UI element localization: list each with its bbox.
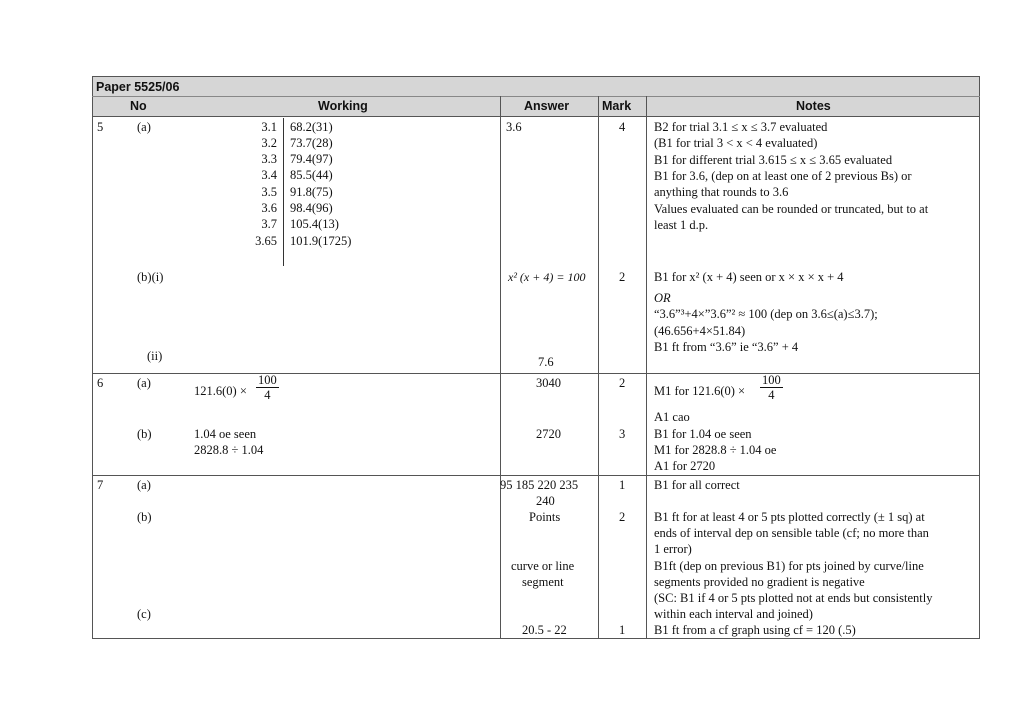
q6a-working: 121.6(0) ×: [194, 384, 247, 398]
q7b-answer: Points: [529, 510, 561, 524]
trial-value: 105.4(13): [290, 217, 339, 231]
q6a-notes-fraction: [760, 373, 783, 402]
q5bi-answer: x² (x + 4) = 100: [508, 270, 586, 284]
row-divider-q6: [92, 373, 980, 374]
trial-x: 3.3: [261, 152, 277, 166]
fraction-numerator: 100: [258, 373, 277, 387]
q5a-label: (a): [137, 120, 151, 134]
q7c-label: (c): [137, 607, 151, 621]
trial-x: 3.1: [261, 120, 277, 134]
q7b-note: (SC: B1 if 4 or 5 pts plotted not at ends but consistently: [654, 591, 933, 605]
trial-table-divider: [283, 118, 284, 266]
q7a-mark: 1: [619, 478, 626, 492]
trial-x: 3.6: [261, 201, 277, 215]
q7b-note: segments provided no gradient is negative: [654, 575, 865, 589]
trial-x: 3.7: [261, 217, 277, 231]
q5a-note: Values evaluated can be rounded or truncated, but to at: [654, 202, 929, 216]
q7a-note: B1 for all correct: [654, 478, 740, 492]
q7c-note: B1 ft from a cf graph using cf = 120 (.5): [654, 623, 856, 637]
q7c-mark: 1: [619, 623, 626, 637]
q7a-label: (a): [137, 478, 151, 492]
q6b-note: A1 for 2720: [654, 459, 716, 473]
q5a-note: least 1 d.p.: [654, 218, 709, 232]
q5bii-label: (ii): [147, 349, 163, 363]
q5-number: 5: [97, 120, 104, 134]
q5bi-note-or: OR: [654, 291, 671, 305]
trial-value: 79.4(97): [290, 152, 333, 166]
trial-x: 3.5: [261, 185, 277, 199]
trial-value: 68.2(31): [290, 120, 333, 134]
q6b-note: B1 for 1.04 oe seen: [654, 427, 752, 441]
q6a-answer: 3040: [536, 376, 561, 390]
q6b-answer: 2720: [536, 427, 561, 441]
q7b-note: within each interval and joined): [654, 607, 813, 621]
header-answer: Answer: [524, 99, 570, 113]
q7c-answer: 20.5 - 22: [522, 623, 567, 637]
q5a-answer: 3.6: [506, 120, 522, 134]
q7b-note: ends of interval dep on sensible table (cf; no more than: [654, 526, 929, 540]
trial-x: 3.2: [261, 136, 277, 150]
fraction-numerator: 100: [762, 373, 781, 387]
trial-x: 3.65: [255, 234, 277, 248]
q6a-mark: 2: [619, 376, 626, 390]
q5a-note: (B1 for trial 3 < x < 4 evaluated): [654, 136, 818, 150]
q5a-note: B1 for different trial 3.615 ≤ x ≤ 3.65 evaluated: [654, 153, 893, 167]
q5bi-note: B1 for x² (x + 4) seen or x × x × x + 4: [654, 270, 844, 284]
q5a-note: B2 for trial 3.1 ≤ x ≤ 3.7 evaluated: [654, 120, 828, 134]
q7-number: 7: [97, 478, 104, 492]
trial-value: 85.5(44): [290, 168, 333, 182]
q6a-label: (a): [137, 376, 151, 390]
q5bi-mark: 2: [619, 270, 626, 284]
header-notes: Notes: [796, 99, 831, 113]
q6-number: 6: [97, 376, 104, 390]
header-bottom: [92, 116, 980, 117]
q6b-working: 2828.8 ÷ 1.04: [194, 443, 264, 457]
q7b-note: B1 ft for at least 4 or 5 pts plotted correctly (± 1 sq) at: [654, 510, 925, 524]
col-line-mark: [598, 96, 599, 639]
q7b-note: 1 error): [654, 542, 692, 556]
q5bi-label: (b)(i): [137, 270, 164, 284]
q6a-note: M1 for 121.6(0) ×: [654, 384, 746, 398]
q6b-working: 1.04 oe seen: [194, 427, 257, 441]
row-divider-q7: [92, 475, 980, 476]
q5bi-note: (46.656+4×51.84): [654, 324, 746, 338]
q5a-mark: 4: [619, 120, 626, 134]
col-line-notes: [646, 96, 647, 639]
col-line-answer: [500, 96, 501, 639]
q7b-answer2: segment: [522, 575, 564, 589]
table-border-bottom: [92, 638, 980, 639]
header-mark: Mark: [602, 99, 632, 113]
q7b-answer2: curve or line: [511, 559, 575, 573]
q7b-label: (b): [137, 510, 152, 524]
q5bi-note: B1 ft from “3.6” ie “3.6” + 4: [654, 340, 799, 354]
header-working: Working: [318, 99, 368, 113]
q6b-note: M1 for 2828.8 ÷ 1.04 oe: [654, 443, 777, 457]
trial-value: 91.8(75): [290, 185, 333, 199]
table-border-top: [92, 76, 980, 77]
trial-value: 98.4(96): [290, 201, 333, 215]
paper-title-bar: [92, 77, 980, 96]
q5a-note: B1 for 3.6, (dep on at least one of 2 previous Bs) or: [654, 169, 912, 183]
q5a-note: anything that rounds to 3.6: [654, 185, 789, 199]
table-border-right: [979, 76, 980, 639]
header-divider: [92, 96, 980, 97]
header-no: No: [130, 99, 147, 113]
q6a-working-fraction: [256, 373, 279, 402]
fraction-denominator: 4: [264, 388, 271, 402]
q6b-label: (b): [137, 427, 152, 441]
q7b-note: B1ft (dep on previous B1) for pts joined by curve/line: [654, 559, 924, 573]
trial-x: 3.4: [261, 168, 277, 182]
q7b-mark: 2: [619, 510, 626, 524]
trial-value: 101.9(1725): [290, 234, 352, 248]
table-border-left: [92, 76, 93, 639]
fraction-denominator: 4: [768, 388, 775, 402]
q6b-mark: 3: [619, 427, 626, 441]
paper-title: Paper 5525/06: [96, 80, 180, 94]
q5bii-answer: 7.6: [538, 355, 554, 369]
q7a-answer: 95 185 220 235: [500, 478, 579, 492]
trial-value: 73.7(28): [290, 136, 333, 150]
q5bi-note: “3.6”³+4×”3.6”² ≈ 100 (dep on 3.6≤(a)≤3.7);: [654, 307, 878, 321]
q7a-answer: 240: [536, 494, 555, 508]
q6a-note-cao: A1 cao: [654, 410, 690, 424]
